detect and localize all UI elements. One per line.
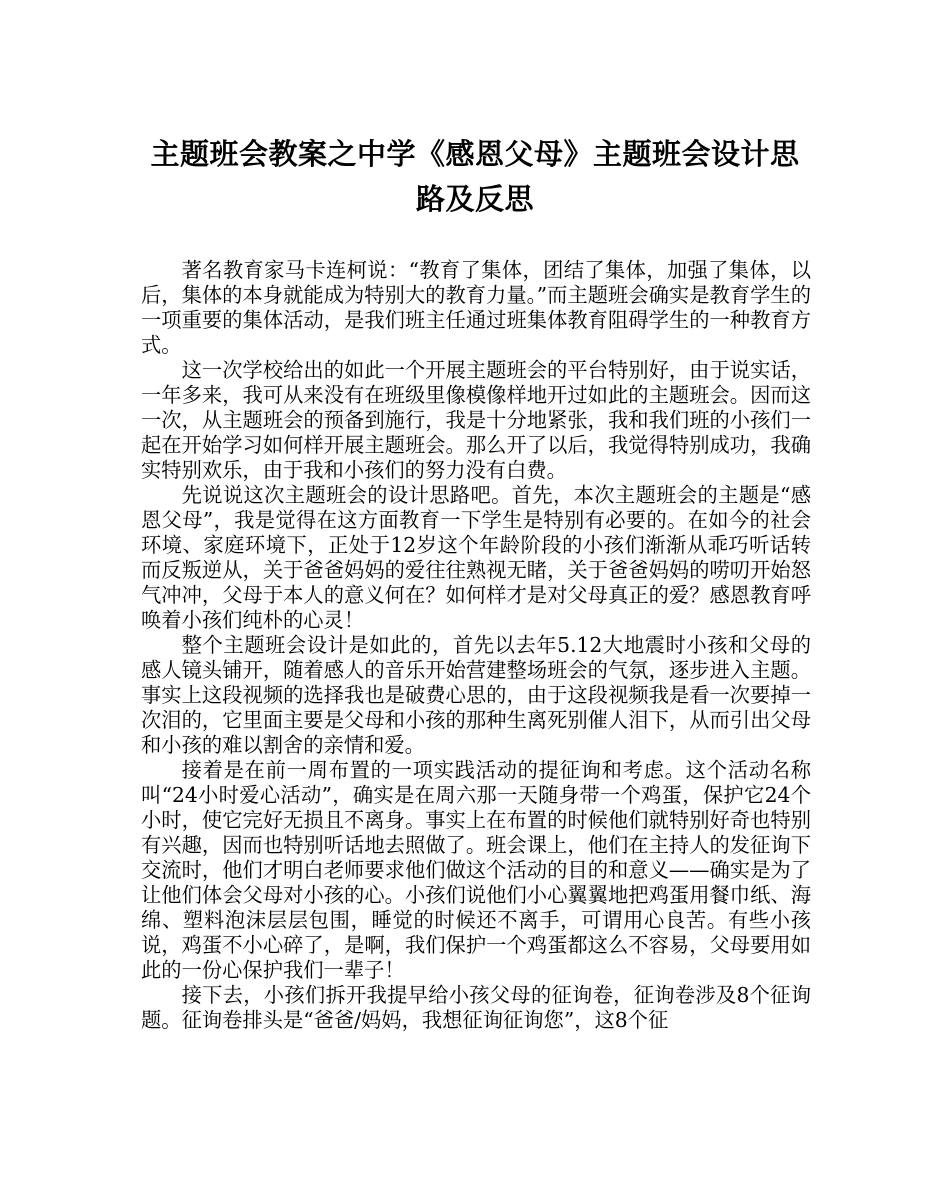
document-body	[141, 258, 811, 1033]
paragraph: 接着是在前一周布置的一项实践活动的提征询和考虑。这个活动名称叫“24小时爱心活动”，确实是在周六那一天随身带一个鸡蛋，保护它24个小时，使它完好无损且不离身。事实上在布置的时候他们就特别好奇也特别有兴趣，因而也特别听话地去照做了。班会课上，他们在主持人的发征询下交流时，他们才明白老师要求他们做这个活动的目的和意义——确实是为了让他们体会父母对小孩的心。小孩们说他们小心翼翼地把鸡蛋用餐巾纸、海绵、塑料泡沫层层包围，睡觉的时候还不离手，可谓用心良苦。有些小孩说，鸡蛋不小心碎了，是啊，我们保护一个鸡蛋都这么不容易，父母要用如此的一份心保护我们一辈子！	[141, 758, 811, 982]
paragraph: 这一次学校给出的如此一个开展主题班会的平台特别好，由于说实话，一年多来，我可从来没有在班级里像模像样地开过如此的主题班会。因而这一次，从主题班会的预备到施行，我是十分地紧张，我和我们班的小孩们一起在开始学习如何样开展主题班会。那么开了以后，我觉得特别成功，我确实特别欢乐，由于我和小孩们的努力没有白费。	[141, 358, 811, 482]
paragraph: 著名教育家马卡连柯说：“教育了集体，团结了集体，加强了集体，以后，集体的本身就能成为特别大的教育力量。”而主题班会确实是教育学生的一项重要的集体活动，是我们班主任通过班集体教育阻碍学生的一种教育方式。	[141, 258, 811, 357]
paragraph: 先说说这次主题班会的设计思路吧。首先，本次主题班会的主题是“感恩父母”，我是觉得在这方面教育一下学生是特别有必要的。在如今的社会环境、家庭环境下，正处于12岁这个年龄阶段的小孩们渐渐从乖巧听话转而反叛逆从，关于爸爸妈妈的爱往往熟视无睹，关于爸爸妈妈的唠叨开始怒气冲冲，父母于本人的意义何在？如何样才是对父母真正的爱？感恩教育呼唤着小孩们纯朴的心灵！	[141, 483, 811, 632]
document-title: 主题班会教案之中学《感恩父母》主题班会设计思路及反思	[150, 137, 800, 216]
paragraph: 整个主题班会设计是如此的，首先以去年5.12大地震时小孩和父母的感人镜头铺开，随着感人的音乐开始营建整场班会的气氛，逐步进入主题。事实上这段视频的选择我也是破费心思的，由于这段视频我是看一次要掉一次泪的，它里面主要是父母和小孩的那种生离死别催人泪下，从而引出父母和小孩的难以割舍的亲情和爱。	[141, 633, 811, 757]
paragraph: 接下去，小孩们拆开我提早给小孩父母的征询卷，征询卷涉及8个征询题。征询卷排头是“爸爸/妈妈，我想征询征询您”，这8个征	[141, 983, 811, 1032]
